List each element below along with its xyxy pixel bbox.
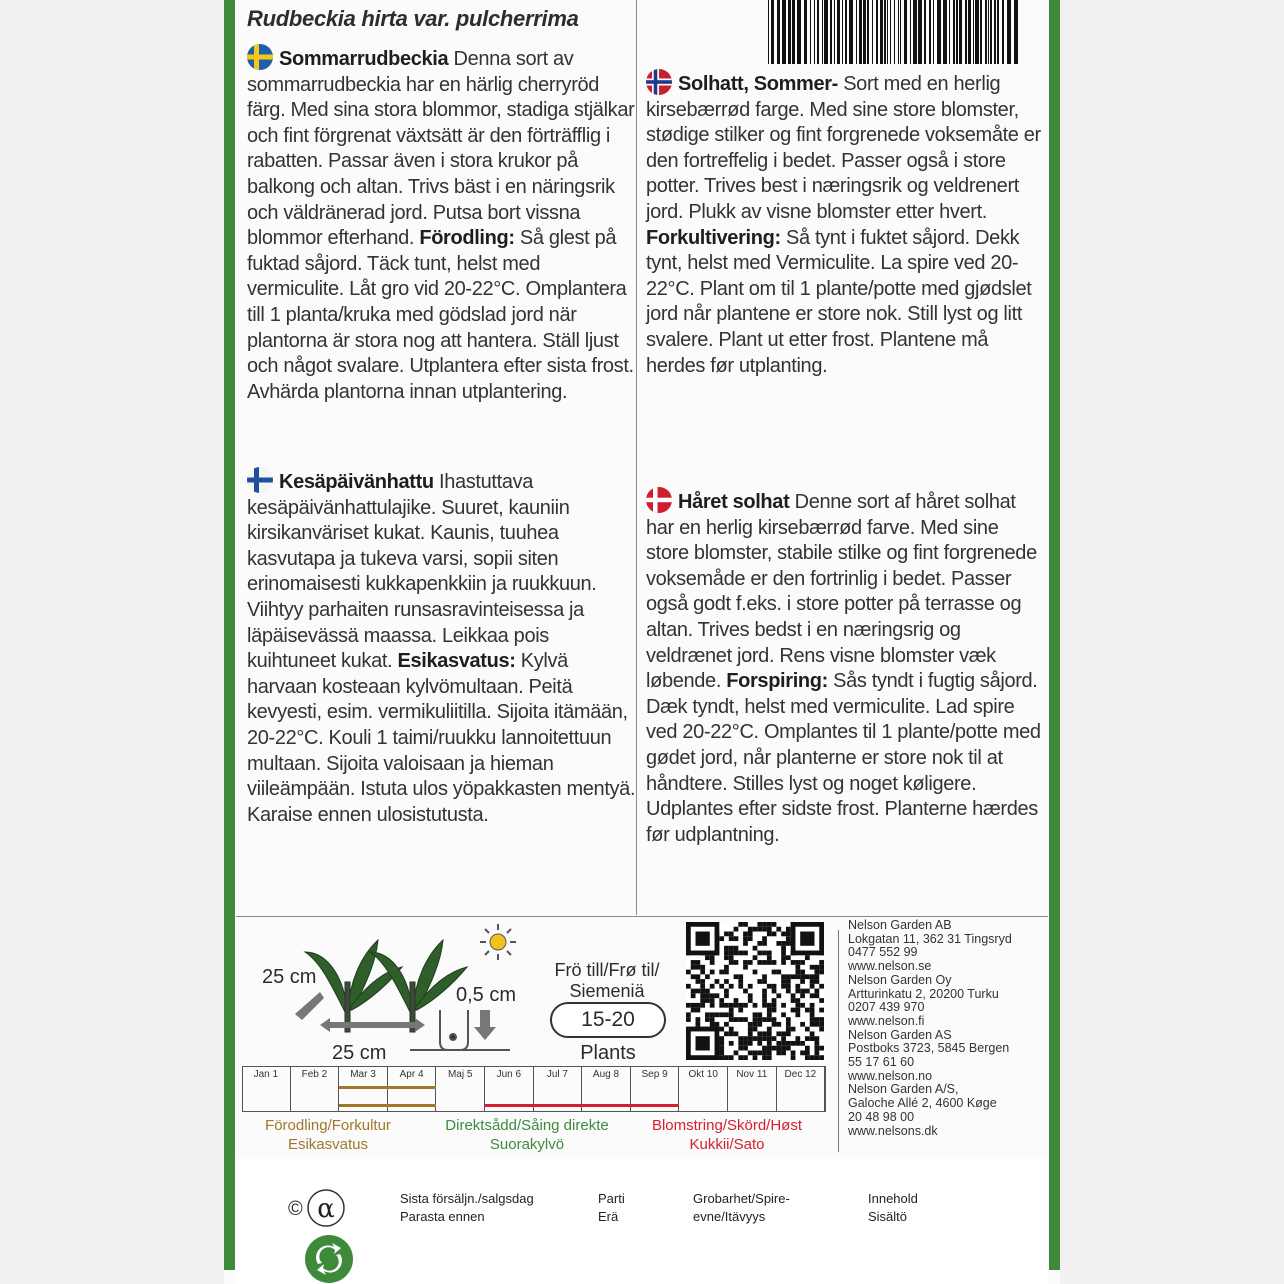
barcode-bar [975, 0, 979, 64]
barcode-bar [804, 0, 807, 64]
barcode-bar [880, 0, 883, 64]
bottom-info-bar [236, 1158, 1048, 1284]
germination-label [693, 1190, 790, 1226]
legend-indoor-line-2: Esikasvatus [287, 1136, 369, 1153]
denmark-flag-icon [646, 487, 672, 513]
barcode-bar [904, 0, 907, 64]
latin-title: Rudbeckia hirta var. pulcherrima [247, 6, 579, 31]
calendar-month: Sep 9 [631, 1066, 680, 1112]
barcode-bar [959, 0, 962, 64]
barcode-bar [943, 0, 947, 64]
batch-line-2: Erä [598, 1209, 619, 1224]
barcode-bar [973, 0, 974, 64]
barcode-bar [782, 0, 786, 64]
qr-code[interactable] [686, 922, 824, 1060]
green-dot-icon [304, 1234, 354, 1284]
barcode-bar [900, 0, 901, 64]
barcode-bar [837, 0, 840, 64]
barcode-bar [894, 0, 895, 64]
barcode-bar [792, 0, 795, 64]
barcode-bar [856, 0, 857, 64]
contents-line-1: Innehold [868, 1191, 918, 1206]
barcode-bar [817, 0, 819, 64]
company-divider [838, 930, 839, 1152]
barcode-bar [1002, 0, 1004, 64]
barcode [764, 0, 1022, 64]
company-line: www.nelson.se [848, 959, 932, 974]
barcode-bar [842, 0, 843, 64]
barcode-bar [997, 0, 999, 64]
barcode-bar [834, 0, 835, 64]
danish-text: Denne sort af håret solhat har en herlig kirsebærrød farve. Med sine store blomster, stabile stilke og fint forgrenede voksemåde er den fortrinlig i bedet. Passer også godt f.eks. i store potter på terrasse og altan. Trives bedst i en næringsrig og veldrænet jord. Rens visne blomster væk løbende. [646, 491, 1037, 693]
spacing-label-left: 25 cm [262, 966, 317, 988]
barcode-bar [949, 0, 950, 64]
depth-label: 0,5 cm [456, 984, 517, 1006]
indoor-sowing-bar [339, 1086, 436, 1089]
calendar-month: Aug 8 [582, 1066, 631, 1112]
company-line: Artturinkatu 2, 20200 Turku [848, 986, 999, 1001]
svg-text:α: α [317, 1194, 335, 1224]
barcode-bar [924, 0, 926, 64]
barcode-bar [929, 0, 931, 64]
calendar-month: Maj 5 [436, 1066, 485, 1112]
calendar-month: Apr 4 [388, 1066, 437, 1112]
swedish-text: Denna sort av sommarrudbeckia har en härlig cherryröd färg. Med sina stora blommor, stadiga stjälkar och fint förgrenat växtsätt är den förträfflig i rabatten. Passar även i stora krukor på balkong och altan. Trivs bäst i en näringsrik och väldränerad jord. Putsa bort vissna blommor efterhand. [247, 48, 635, 250]
barcode-bar [884, 0, 886, 64]
packet-edge-left [224, 0, 235, 1270]
sale-date-line-2: Parasta ennen [400, 1209, 485, 1224]
germination-line-2: evne/Itävyys [693, 1209, 766, 1224]
seeds-value: 15-20 [550, 1002, 666, 1038]
bloom-bar [485, 1104, 679, 1107]
barcode-bar [810, 0, 811, 64]
barcode-bar [771, 0, 774, 64]
barcode-bar [980, 0, 982, 64]
indoor-sowing-bar-2 [339, 1104, 436, 1107]
barcode-bar [933, 0, 934, 64]
seedling-icon [305, 940, 467, 1032]
danish-text-2: Sås tyndt i fugtig såjord. Dæk tyndt, helst med vermiculite. Lad spire ved 20-22°C. Omplantes til 1 plante/potte med gødet jord, når planterne er store nok til at håndtere. Stilles lyst og noget køligere. Udplantes efter sidste frost. Planterne hærdes før udplantning. [646, 670, 1041, 846]
calendar-month: Feb 2 [291, 1066, 340, 1112]
norwegian-description [646, 69, 1041, 379]
norwegian-text-2: Så tynt i fuktet såjord. Dekk tynt, helst med Vermiculite. La spire ved 20-22°C. Plant om til 1 plante/potte med gjødslet jord når plantene er store nok. Still lyst og litt svalere. Plant ut etter frost. Plantene må herdes før utplanting. [646, 226, 1032, 377]
norwegian-label: Forkultivering: [646, 226, 781, 249]
calendar-month: Jan 1 [242, 1066, 291, 1112]
barcode-bar [994, 0, 996, 64]
barcode-bar [768, 0, 769, 64]
barcode-bar [990, 0, 992, 64]
barcode-bar [1007, 0, 1011, 64]
finnish-text: Ihastuttava kesäpäivänhattulajike. Suuret, kauniin kirsikanväriset kukat. Kaunis, tuuhea kasvutapa ja tukeva varsi, sopii siten erinomaisesti kukkapenkkiin ja ruukkuun. Viihtyy parhaiten runsasravinteisessa ja läpäisevässä maassa. Leikkaa pois kuihtuneet kukat. [247, 471, 597, 673]
barcode-bar [863, 0, 866, 64]
finnish-heading: Kesäpäivänhattu [279, 471, 434, 493]
legend-bloom [636, 1116, 818, 1154]
legend-direct-line-2: Suorakylvö [489, 1136, 565, 1153]
calendar-month: Mar 3 [339, 1066, 388, 1112]
seeds-label-line-2: Siemeniä [569, 981, 645, 1001]
barcode-bar [849, 0, 853, 64]
danish-heading: Håret solhat [678, 491, 790, 513]
section-divider [236, 916, 1048, 917]
barcode-bar [956, 0, 958, 64]
alpha-logo-icon [306, 1188, 346, 1228]
legend-direct [424, 1116, 630, 1154]
danish-description [646, 487, 1041, 848]
barcode-bar [797, 0, 801, 64]
norway-flag-icon [646, 69, 672, 95]
norwegian-heading: Solhatt, Sommer- [678, 73, 838, 95]
calendar-month: Dec 12 [777, 1066, 826, 1112]
calendar-month: Jul 7 [534, 1066, 583, 1112]
seeds-label [540, 960, 674, 1002]
barcode-bar [937, 0, 941, 64]
barcode-bar [814, 0, 815, 64]
sweden-flag-icon [247, 44, 273, 70]
company-line: 55 17 61 60 [848, 1055, 915, 1070]
barcode-bar [968, 0, 971, 64]
barcode-bar [824, 0, 828, 64]
calendar-month: Nov 11 [728, 1066, 777, 1112]
legend-indoor-line-1: Förodling/Forkultur [265, 1117, 391, 1134]
contents-line-2: Sisältö [868, 1209, 908, 1224]
company-line: Lokgatan 11, 362 31 Tingsryd [848, 931, 1012, 946]
barcode-bar [965, 0, 967, 64]
legend-direct-line-1: Direktsådd/Såing direkte [445, 1117, 609, 1134]
barcode-bar [777, 0, 780, 64]
company-line: Postboks 3723, 5845 Bergen [848, 1041, 1010, 1056]
sale-date-label [400, 1190, 534, 1226]
legend-bloom-line-2: Kukkii/Sato [689, 1136, 765, 1153]
barcode-bar [867, 0, 869, 64]
barcode-bar [876, 0, 878, 64]
swedish-description [247, 44, 639, 405]
barcode-bar [910, 0, 911, 64]
company-line: 0477 552 99 [848, 945, 918, 960]
germination-line-1: Grobarhet/Spire- [693, 1191, 790, 1206]
barcode-bar [890, 0, 891, 64]
barcode-bar [859, 0, 862, 64]
company-line: Nelson Garden AS [848, 1027, 952, 1042]
company-line: Nelson Garden A/S, [848, 1082, 959, 1097]
barcode-bar [830, 0, 832, 64]
finnish-text-2: Kylvä harvaan kosteaan kylvömultaan. Peitä kevyesti, esim. vermikuliitilla. Sijoita itämään, 20-22°C. Kouli 1 taimi/ruukku lannoitettuun multaan. Sijoita valoisaan ja hieman viileämpään. Istuta ulos yöpakkasten mentyä. Karaise ennen ulosistutusta. [247, 650, 636, 826]
spacing-label-bottom: 25 cm [332, 1042, 387, 1064]
seeds-unit: Plants [580, 1042, 636, 1064]
barcode-bar [788, 0, 791, 64]
company-line: Nelson Garden Oy [848, 972, 952, 987]
copyright-symbol: © [288, 1198, 303, 1220]
calendar-month: Jun 6 [485, 1066, 534, 1112]
barcode-bar [913, 0, 917, 64]
company-line: 20 48 98 00 [848, 1109, 915, 1124]
company-line: Nelson Garden AB [848, 918, 952, 932]
swedish-heading: Sommarrudbeckia [279, 48, 449, 70]
sun-icon [478, 922, 518, 962]
barcode-bar [953, 0, 955, 64]
company-line: www.nelson.fi [848, 1013, 925, 1028]
danish-label: Forspiring: [726, 670, 828, 693]
company-line: Galoche Allé 2, 4600 Køge [848, 1096, 997, 1111]
contents-label [868, 1190, 918, 1226]
barcode-bar [985, 0, 987, 64]
sale-date-line-1: Sista försäljn./salgsdag [400, 1191, 534, 1206]
barcode-bar [822, 0, 823, 64]
planting-depth-icon [410, 1010, 510, 1050]
barcode-bar [918, 0, 922, 64]
barcode-bar [887, 0, 888, 64]
norwegian-text: Sort med en herlig kirsebærrød farge. Med sine store blomster, stødige stilker og fint forgrenede voksemåte er den fortreffelig i bedet. Passer også i store potter. Trives best i næringsrik og veldrenert jord. Plukk av visne blomster etter hvert. [646, 73, 1041, 223]
company-addresses [848, 919, 1048, 1138]
seeds-label-line-1: Frö till/Frø til/ [554, 960, 660, 980]
finnish-description [247, 467, 639, 828]
barcode-bar [988, 0, 989, 64]
company-line: 0207 439 970 [848, 1000, 925, 1015]
barcode-bar [898, 0, 899, 64]
barcode-bar [872, 0, 873, 64]
finland-flag-icon [247, 467, 273, 493]
legend-indoor [246, 1116, 410, 1154]
swedish-label: Förodling: [419, 227, 515, 250]
batch-line-1: Parti [598, 1191, 625, 1206]
swedish-text-2: Så glest på fuktad såjord. Täck tunt, helst med vermiculite. Låt gro vid 20-22°C. Omplantera till 1 planta/kruka med gödslad jord när plantorna är stora nog att hantera. Ställ ljust och något svalare. Utplantera efter sista frost. Avhärda plantorna innan utplantering. [247, 227, 634, 403]
packet-edge-right [1049, 0, 1060, 1270]
batch-label [598, 1190, 625, 1226]
finnish-label: Esikasvatus: [397, 650, 516, 673]
legend-bloom-line-1: Blomstring/Skörd/Høst [651, 1117, 803, 1134]
calendar-month: Okt 10 [679, 1066, 728, 1112]
company-line: www.nelsons.dk [848, 1123, 938, 1138]
barcode-bar [845, 0, 847, 64]
barcode-bar [1014, 0, 1018, 64]
company-line: www.nelson.no [848, 1068, 933, 1083]
